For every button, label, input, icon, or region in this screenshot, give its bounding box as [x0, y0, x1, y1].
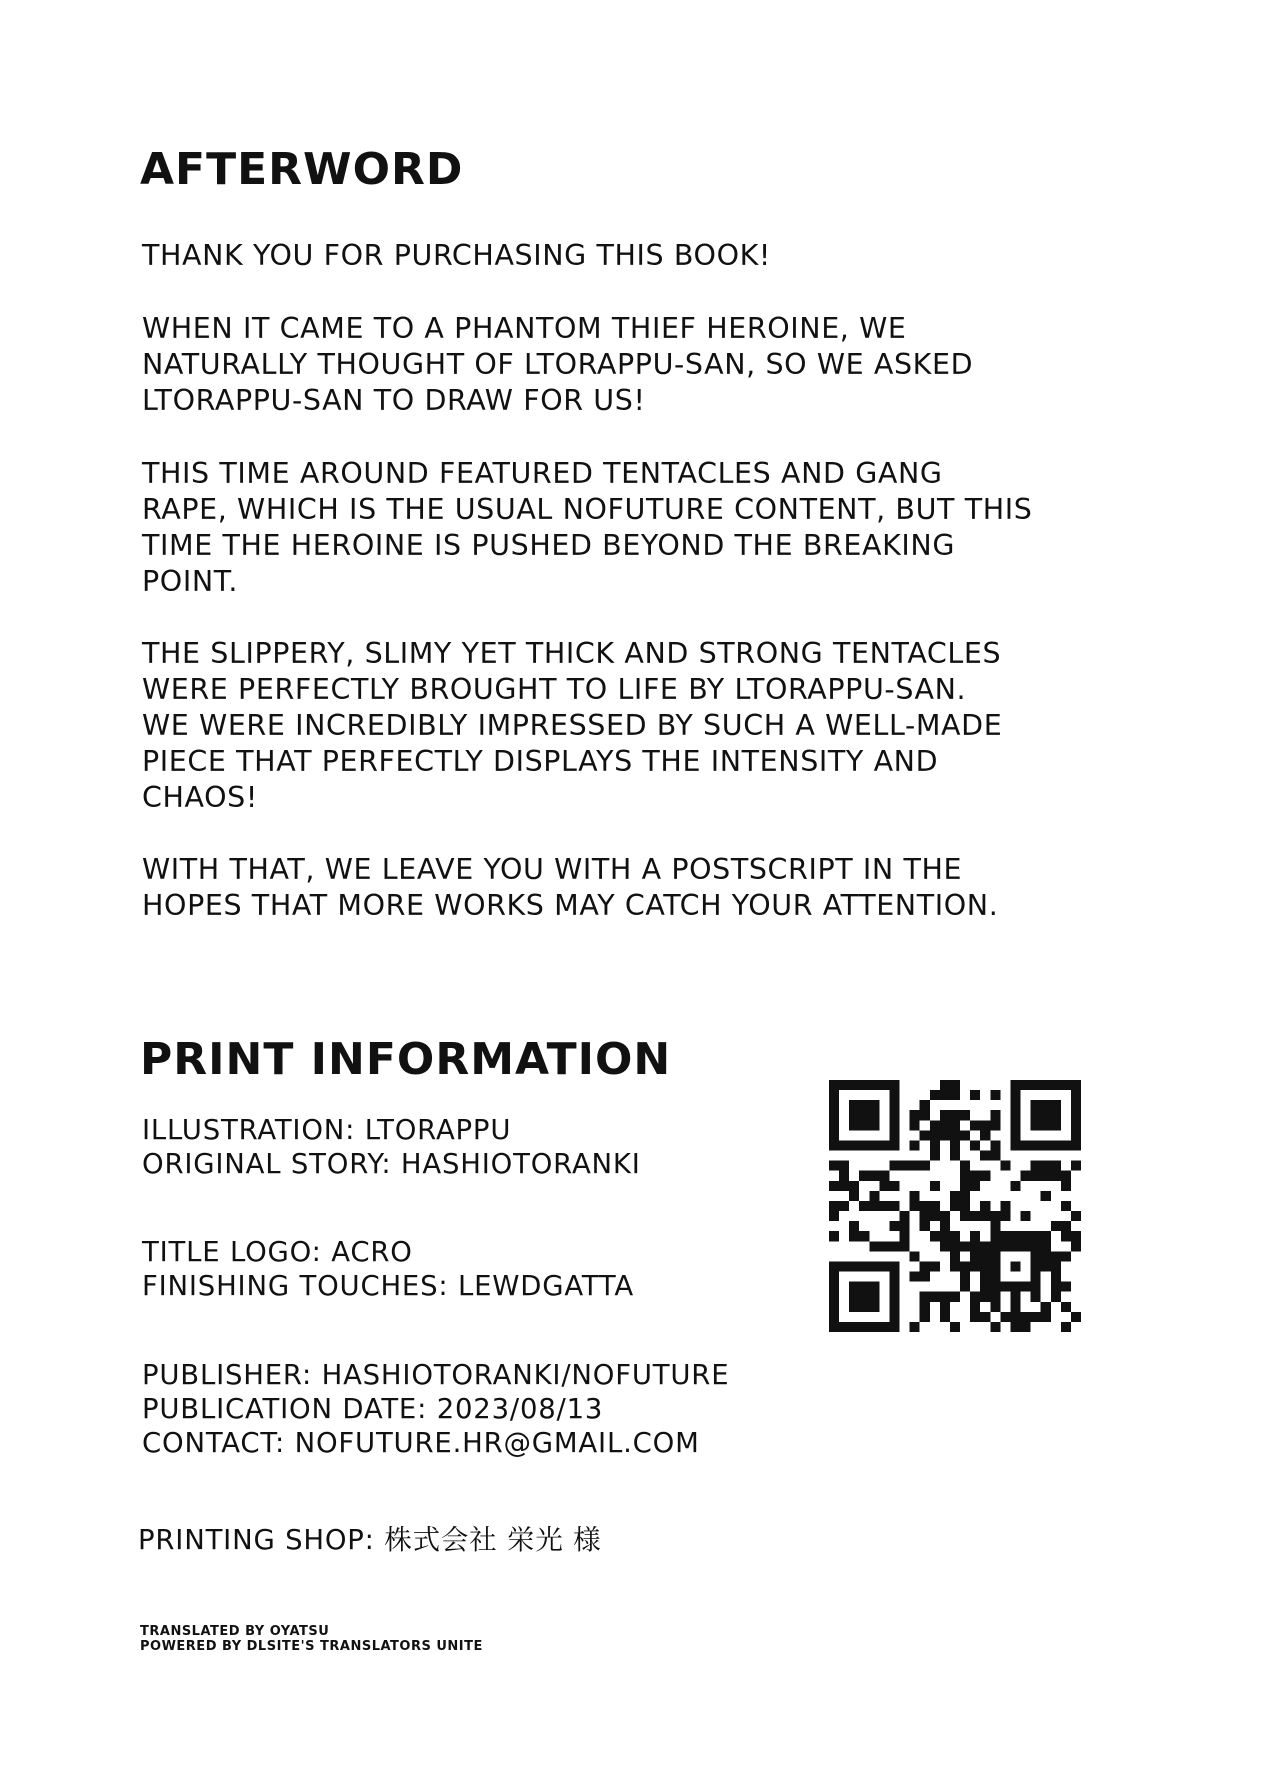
contact-line: CONTACT: NOFUTURE.HR@GMAIL.COM	[142, 1427, 700, 1459]
afterword-paragraph: WHEN IT CAME TO A PHANTOM THIEF HEROINE, WE NATURALLY THOUGHT OF LTORAPPU-SAN, SO WE ASKED LTORAPPU-SAN TO DRAW FOR US!	[142, 312, 974, 417]
translator-credits	[140, 1624, 483, 1654]
afterword-paragraph: THE SLIPPERY, SLIMY YET THICK AND STRONG TENTACLES WERE PERFECTLY BROUGHT TO LIFE BY LTORAPPU-SAN. WE WERE INCREDIBLY IMPRESSED BY SUCH A WELL-MADE PIECE THAT PERFECTLY DISPLAYS THE INTENSITY AND CHAOS!	[142, 637, 1003, 814]
qr-code-icon	[829, 1080, 1081, 1332]
title-logo-credit: TITLE LOGO: ACRO	[142, 1236, 413, 1268]
publisher-line: PUBLISHER: HASHIOTORANKI/NOFUTURE	[142, 1359, 730, 1391]
finishing-touches-credit: FINISHING TOUCHES: LEWDGATTA	[142, 1270, 635, 1302]
afterword-title: AFTERWORD	[140, 144, 464, 195]
publication-date-line: PUBLICATION DATE: 2023/08/13	[142, 1393, 604, 1425]
credits-group-story	[142, 1113, 641, 1181]
translated-by-line: TRANSLATED BY OYATSU	[140, 1624, 330, 1639]
printing-shop-line: PRINTING SHOP: 株式会社 栄光 様	[138, 1524, 602, 1556]
illustration-credit: ILLUSTRATION: LTORAPPU	[142, 1114, 512, 1146]
afterword-paragraph: THANK YOU FOR PURCHASING THIS BOOK!	[142, 239, 771, 272]
credits-group-design	[142, 1235, 634, 1303]
afterword-paragraph: WITH THAT, WE LEAVE YOU WITH A POSTSCRIPT IN THE HOPES THAT MORE WORKS MAY CATCH YOUR ATTENTION.	[142, 853, 999, 922]
original-story-credit: ORIGINAL STORY: HASHIOTORANKI	[142, 1148, 641, 1180]
afterword-paragraph: THIS TIME AROUND FEATURED TENTACLES AND GANG RAPE, WHICH IS THE USUAL NOFUTURE CONTENT, BUT THIS TIME THE HEROINE IS PUSHED BEYOND THE BREAKING POINT.	[142, 457, 1033, 598]
print-information-title: PRINT INFORMATION	[140, 1034, 672, 1085]
powered-by-line: POWERED BY DLSITE'S TRANSLATORS UNITE	[140, 1639, 483, 1654]
publication-group	[142, 1358, 729, 1460]
